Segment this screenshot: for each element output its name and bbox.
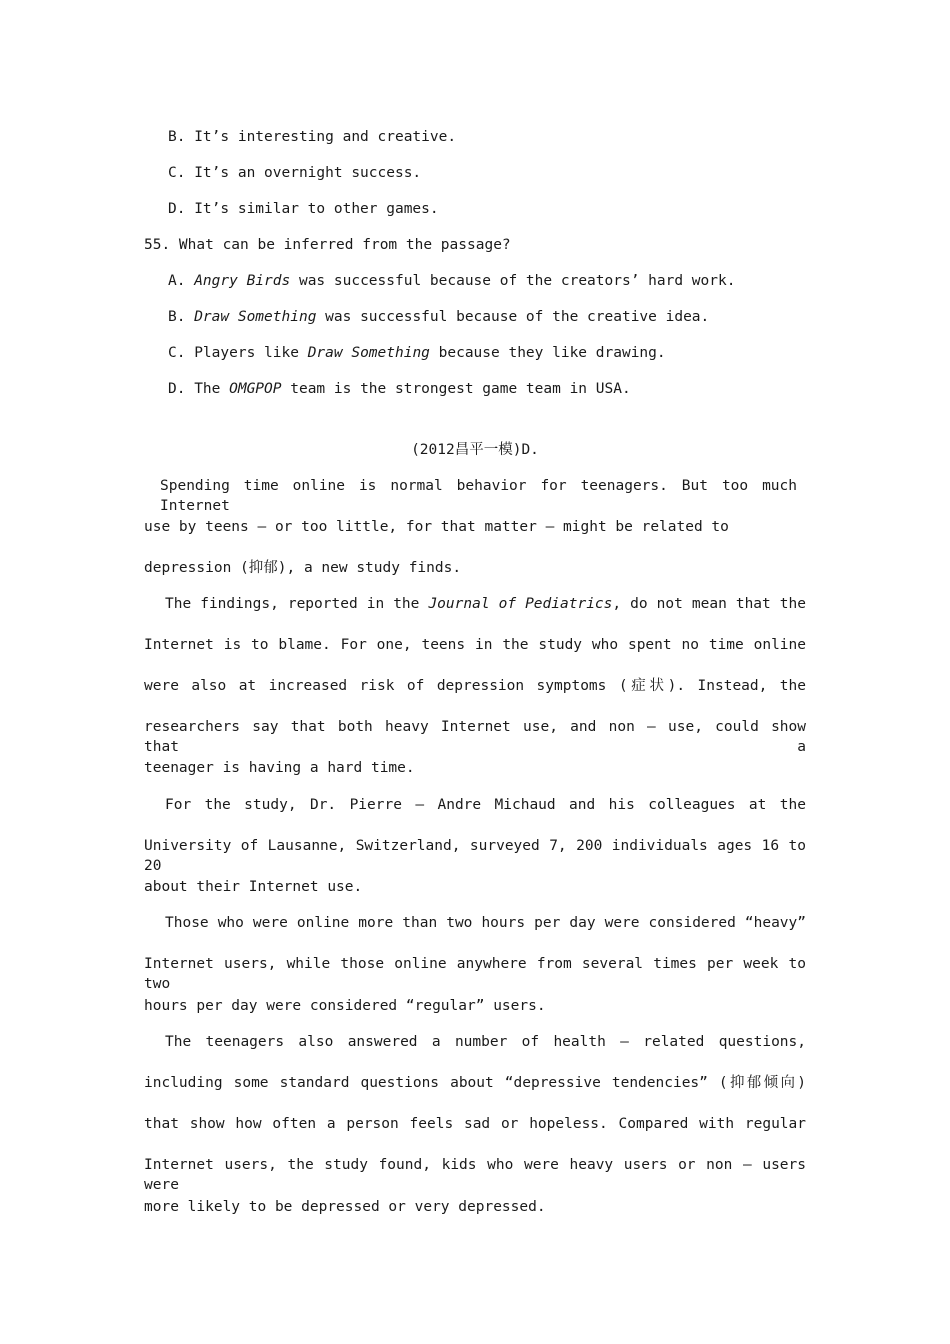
q55-option-d: D. The OMGPOP team is the strongest game team in USA. — [168, 381, 631, 397]
p5-line-4: Internet users, the study found, kids who were heavy users or non – users were — [144, 1157, 806, 1193]
p2-line-2: Internet is to blame. For one, teens in the study who spent no time online — [144, 637, 806, 653]
p4-line-2: Internet users, while those online anywhere from several times per week to two — [144, 956, 806, 992]
p2-line-1: The findings, reported in the Journal of Pediatrics, do not mean that the — [165, 596, 806, 612]
q55-option-b: B. Draw Something was successful because of the creative idea. — [168, 309, 710, 325]
p2-line-4: researchers say that both heavy Internet use, and non – use, could show that a — [144, 719, 806, 755]
p2-line-3: were also at increased risk of depression symptoms (症状). Instead, the — [144, 678, 806, 694]
p4-line-1: Those who were online more than two hours per day were considered “heavy” — [165, 915, 806, 931]
q55-option-c: C. Players like Draw Something because they like drawing. — [168, 345, 666, 361]
q54-option-d: D. It’s similar to other games. — [168, 201, 439, 217]
p2-line-5: teenager is having a hard time. — [144, 760, 415, 776]
q55-option-a: A. Angry Birds was successful because of the creators’ hard work. — [168, 273, 736, 289]
p4-line-3: hours per day were considered “regular” users. — [144, 998, 546, 1014]
p1-line-3: depression (抑郁), a new study finds. — [144, 560, 462, 576]
p5-line-5: more likely to be depressed or very depressed. — [144, 1199, 546, 1215]
q54-option-c: C. It’s an overnight success. — [168, 165, 422, 181]
p3-line-2: University of Lausanne, Switzerland, surveyed 7, 200 individuals ages 16 to 20 — [144, 838, 806, 874]
p1-line-2: use by teens – or too little, for that matter – might be related to — [144, 519, 729, 535]
p5-line-3: that show how often a person feels sad or hopeless. Compared with regular — [144, 1116, 806, 1132]
p5-line-1: The teenagers also answered a number of health – related questions, — [165, 1034, 806, 1050]
q54-option-b: B. It’s interesting and creative. — [168, 129, 457, 145]
p3-line-3: about their Internet use. — [144, 879, 363, 895]
p3-line-1: For the study, Dr. Pierre – Andre Michaud and his colleagues at the — [165, 797, 806, 813]
section-heading: (2012昌平一模)D. — [411, 442, 539, 458]
p5-line-2: including some standard questions about “depressive tendencies” (抑郁倾向) — [144, 1075, 806, 1091]
q55-stem: 55. What can be inferred from the passage? — [144, 237, 511, 253]
p1-line-1: Spending time online is normal behavior for teenagers. But too much Internet — [160, 478, 797, 514]
